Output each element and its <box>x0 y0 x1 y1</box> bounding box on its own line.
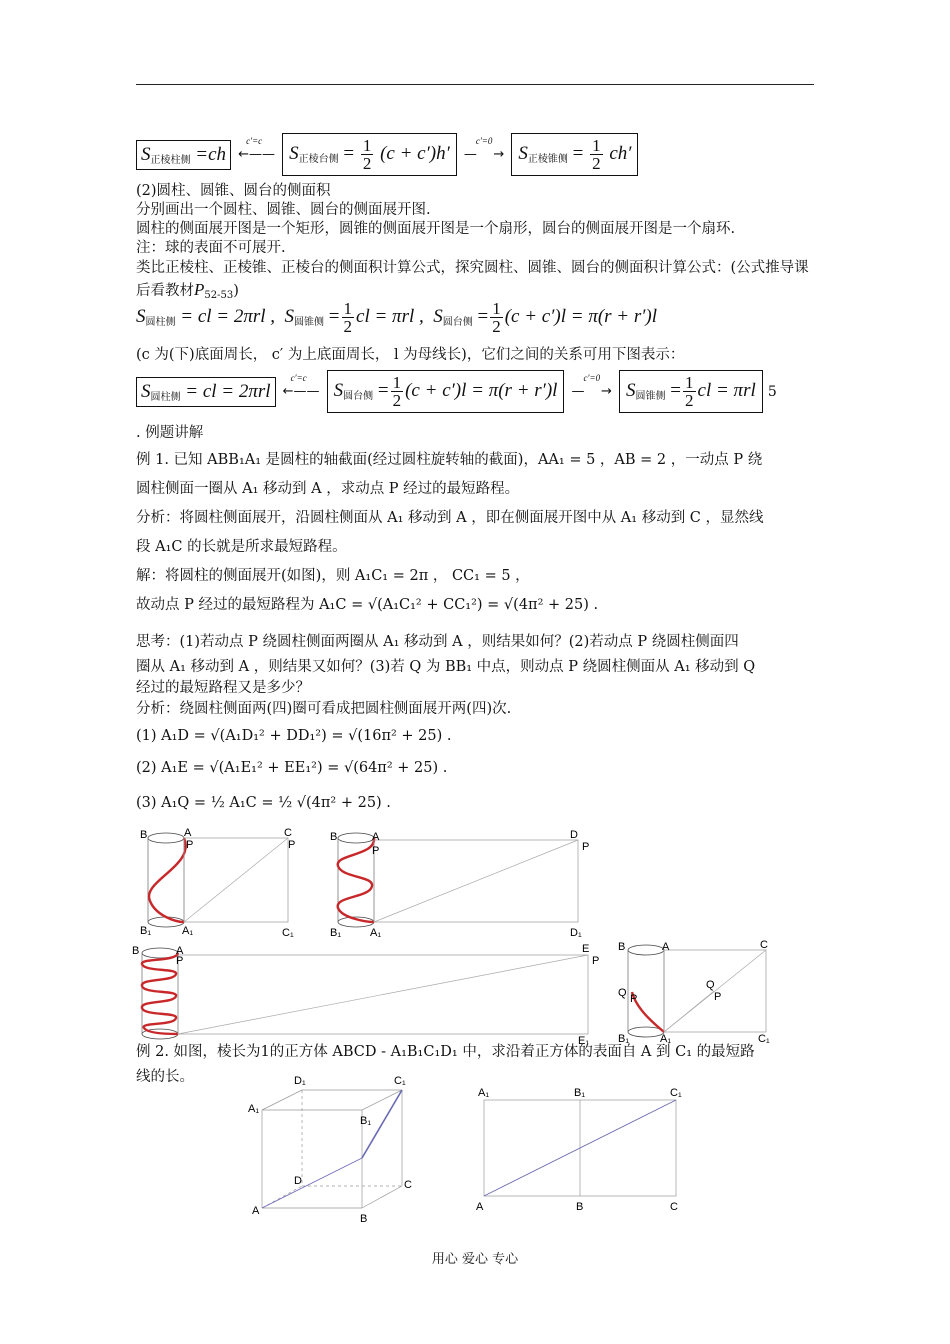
label-e: E <box>582 943 590 955</box>
arrow-left: ←— c′=c — <box>238 136 276 162</box>
label-a1: A₁ <box>248 1103 260 1115</box>
label-b1: B₁ <box>574 1087 586 1099</box>
figure-one-turn <box>136 826 306 941</box>
formula-chain-2: $S_{圆柱侧}$ = cl = 2πrl ←— c′=c — $S_{圆台侧}$ = $\frac{1}{2}$ (c + c′)l = π(r + r′)l — → c′=0 $S_{圆锥侧}$ = $\frac{1}{2}$ cl = πrl 5 <box>136 370 777 413</box>
examples-heading: . 例题讲解 <box>136 425 204 441</box>
label-c1: C₁ <box>282 927 294 939</box>
paragraph: 类比正棱柱、正棱锥、正棱台的侧面积计算公式，探究圆柱、圆锥、圆台的侧面积计算公式：(公式推导课后看教材$P_{52-53}$) <box>136 260 809 301</box>
label-d1: D₁ <box>294 1075 306 1087</box>
label-p: P <box>288 839 296 851</box>
label-b: B <box>140 829 148 841</box>
label-p: P <box>372 845 380 857</box>
page-footer: 用心 爱心 专心 <box>431 1252 519 1267</box>
figure-q-point <box>614 936 794 1044</box>
formula-box-cone: $S_{圆锥侧}$ = $\frac{1}{2}$ cl = πrl <box>619 370 763 413</box>
label-b: B <box>360 1213 368 1225</box>
label-c: C <box>404 1179 412 1191</box>
label-e1: E₁ <box>578 1035 590 1044</box>
arrow-right: — → c′=0 <box>463 136 505 162</box>
label-p: P <box>176 955 184 967</box>
label-q: Q <box>618 987 627 999</box>
example-line: 圆柱侧面一圈从 A₁ 移动到 A ，求动点 P 经过的最短路程。 <box>136 481 520 497</box>
formula-box-prism: $S_{正棱柱侧} =ch$ <box>136 140 231 170</box>
label-b: B <box>618 941 626 953</box>
label-p: P <box>714 991 722 1003</box>
label-c: C <box>670 1201 678 1213</box>
label-b1: B₁ <box>330 927 342 939</box>
label-b1: B₁ <box>360 1115 372 1127</box>
figure-cube <box>246 1072 426 1228</box>
formula-chain-1 <box>136 133 638 176</box>
label-d: D <box>294 1175 302 1187</box>
label-a: A <box>184 827 192 839</box>
formula-box-pyramid: $S_{正棱锥侧}$ = $\frac{1}{2}$ ch′ <box>511 133 638 176</box>
text-block-1 <box>136 182 816 306</box>
label-a1: A₁ <box>478 1087 490 1099</box>
figure-two-turns <box>326 826 596 941</box>
label-b: B <box>576 1201 584 1213</box>
formula-line: $S_{圆柱侧}$ = cl = 2πrl , $S_{圆锥侧}$ = $\frac{1}{2}$ cl = πrl , $S_{圆台侧}$ = $\frac{1}{2}$ (c + c′)l = π(r + r′)l <box>136 299 658 336</box>
example-line: 线的长。 <box>136 1069 194 1085</box>
formula-box-frustum-2: $S_{圆台侧}$ = $\frac{1}{2}$ (c + c′)l = π(r + r′)l <box>327 370 565 413</box>
example-line: (2) A₁E = √(A₁E₁² + EE₁²) = √(64π² + 25) . <box>136 760 448 776</box>
example-line: 圈从 A₁ 移动到 A ，则结果又如何？(3)若 Q 为 BB₁ 中点，则动点 P 绕圆柱侧面从 A₁ 移动到 Q <box>136 659 756 675</box>
label-b1: B₁ <box>140 925 152 937</box>
formula-box-cylinder: $S_{圆柱侧}$ = cl = 2πrl <box>136 377 276 407</box>
paragraph: 注：球的表面不可展开. <box>136 240 286 256</box>
section-title: (2)圆柱、圆锥、圆台的侧面积 <box>136 183 331 199</box>
label-a: A <box>372 831 380 843</box>
example-line: 解：将圆柱的侧面展开(如图)，则 A₁C₁ = 2π ， CC₁ = 5 ， <box>136 568 530 584</box>
label-p: P <box>592 955 600 967</box>
label-b1: B₁ <box>618 1033 630 1044</box>
label-c: C <box>760 939 768 951</box>
example-line: 例 1. 已知 ABB₁A₁ 是圆柱的轴截面(经过圆柱旋转轴的截面)，AA₁ = 5 ，AB = 2 ，一动点 P 绕 <box>136 452 763 468</box>
label-d: D <box>570 829 578 841</box>
paragraph: 圆柱的侧面展开图是一个矩形，圆锥的侧面展开图是一个扇形，圆台的侧面展开图是一个扇环. <box>136 221 736 237</box>
example-line: 故动点 P 经过的最短路程为 A₁C = √(A₁C₁² + CC₁²) = √(4π² + 25) . <box>136 597 599 613</box>
label-c1: C₁ <box>758 1033 770 1044</box>
arrow-left: ←— c′=c — <box>282 373 320 399</box>
label-c: C <box>284 827 292 839</box>
paragraph: 分别画出一个圆柱、圆锥、圆台的侧面展开图. <box>136 202 431 218</box>
formula-box-frustum: $S_{正棱台侧}$ = $\frac{1}{2}$ (c + c′)h′ <box>282 133 457 176</box>
figure-four-turns <box>130 940 610 1044</box>
path-helix <box>338 838 374 922</box>
example-line: (1) A₁D = √(A₁D₁² + DD₁²) = √(16π² + 25) . <box>136 728 452 744</box>
path-line <box>262 1158 362 1208</box>
label-a: A <box>476 1201 484 1213</box>
example-line: (3) A₁Q = ½ A₁C = ½ √(4π² + 25) . <box>136 795 391 811</box>
label-a1: A₁ <box>370 927 382 939</box>
label-b: B <box>132 945 140 957</box>
label-p: P <box>582 841 590 853</box>
path-helix <box>142 953 178 1034</box>
path-helix <box>149 838 186 922</box>
explain-line: (c 为(下)底面周长， c′ 为上底面周长， l 为母线长)，它们之间的关系可用下图表示： <box>136 347 685 363</box>
header-rule <box>136 84 814 85</box>
label-a: A <box>252 1205 260 1217</box>
example-line: 经过的最短路程又是多少？ <box>136 680 310 696</box>
label-p: P <box>186 839 194 851</box>
label-a: A <box>176 945 184 957</box>
label-a1: A₁ <box>182 925 194 937</box>
label-a1: A₁ <box>660 1033 672 1044</box>
label-b: B <box>330 831 338 843</box>
figure-unfolded <box>470 1082 690 1216</box>
label-q: Q <box>706 979 715 991</box>
example-line: 分析：将圆柱侧面展开，沿圆柱侧面从 A₁ 移动到 A ，即在侧面展开图中从 A₁ 移动到 C ，显然线 <box>136 510 764 526</box>
example-line: 分析：绕圆柱侧面两(四)圈可看成把圆柱侧面展开两(四)次. <box>136 701 512 717</box>
example-line: 思考：(1)若动点 P 绕圆柱侧面两圈从 A₁ 移动到 A ，则结果如何？(2)若动点 P 绕圆柱侧面四 <box>136 634 739 650</box>
label-a: A <box>662 941 670 953</box>
line-diagonal <box>184 838 288 922</box>
label-c1: C₁ <box>670 1087 682 1099</box>
label-c1: C₁ <box>394 1075 406 1087</box>
arrow-right: — → c′=0 <box>571 373 612 399</box>
example-line: 段 A₁C 的长就是所求最短路程。 <box>136 539 347 555</box>
label-p: P <box>630 993 638 1005</box>
ellipse-top <box>148 833 184 843</box>
label-d1: D₁ <box>570 927 582 939</box>
example-line: 例 2. 如图，棱长为1的正方体 ABCD - A₁B₁C₁D₁ 中，求沿着正方体的表面自 A 到 C₁ 的最短路 <box>136 1044 755 1060</box>
example-1 <box>136 446 816 822</box>
